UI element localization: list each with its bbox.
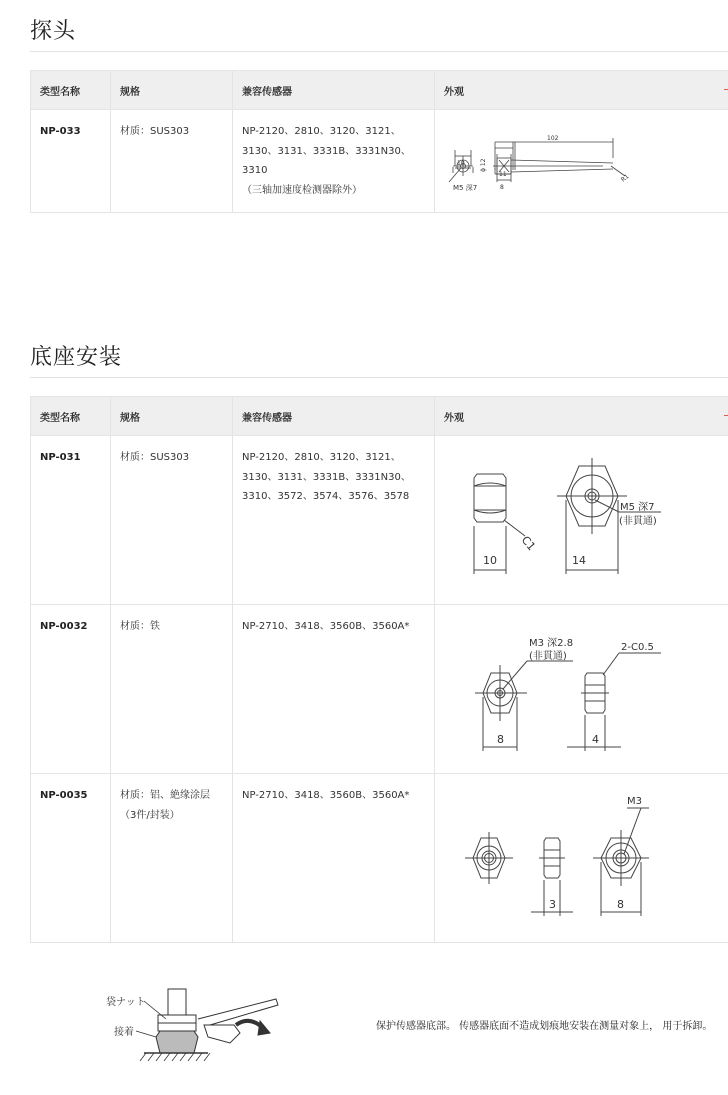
spec-line: （3件/封装）: [120, 809, 180, 821]
mounting-note: 保护传感器底部。 传感器底面不造成划痕地安装在测量对象上， 用于拆卸。: [376, 1021, 713, 1032]
type-name: NP-0032: [31, 605, 111, 774]
edge-mark: [724, 415, 728, 416]
sensor-list: [233, 605, 435, 774]
spec-text: [111, 605, 233, 774]
dim-label: 8: [497, 733, 504, 746]
dim-label: 8: [617, 898, 624, 911]
sensor-list: [233, 774, 435, 943]
column-header-sensor: 兼容传感器: [233, 397, 435, 436]
sensor-line: 3310、3572、3574、3576、3578: [242, 491, 410, 502]
section-title-base-mount: 底座安装: [30, 345, 123, 370]
sensor-list: [233, 436, 435, 605]
thread-label: M3: [627, 796, 642, 807]
np031-drawing: [435, 436, 728, 604]
type-name: NP-031: [31, 436, 111, 605]
sensor-line: NP-2120、2810、3120、3121、: [242, 452, 401, 463]
spec-line: 材质：铝、絶缘涂层: [120, 790, 210, 801]
type-name: NP-0035: [31, 774, 111, 943]
sensor-line: （三轴加速度检测器除外）: [242, 184, 362, 196]
dim-label: 11: [499, 171, 507, 178]
dim-label: 4: [592, 733, 599, 746]
thread-label: M5 深7: [453, 184, 478, 192]
np0032-drawing: [435, 605, 728, 773]
sensor-line: NP-2710、3418、3560B、3560A*: [242, 790, 410, 801]
chamfer-label: C1: [518, 533, 539, 554]
spec-line: 材质：铁: [120, 621, 160, 632]
probe-table: [30, 70, 728, 213]
table-row: [31, 774, 728, 943]
table-row: [31, 110, 728, 213]
type-name: NP-033: [31, 110, 111, 213]
appearance-cell: [435, 436, 728, 605]
chamfer-label: 2-C0.5: [621, 642, 654, 653]
bond-label: 接着: [114, 1027, 134, 1038]
dim-label: 14: [572, 554, 586, 567]
edge-mark: [724, 89, 728, 90]
sensor-list: [233, 110, 435, 213]
dim-label: 3: [549, 898, 556, 911]
column-header-appearance: 外观: [435, 397, 728, 436]
section-title-probe: 探头: [30, 19, 77, 44]
spec-text: 材质：SUS303: [111, 436, 233, 605]
nut-label: 袋ナット: [106, 997, 146, 1008]
column-header-type: 类型名称: [31, 71, 111, 110]
thread-note: (非貫通): [619, 516, 657, 527]
dim-label: 10: [457, 160, 465, 167]
title-divider: [30, 51, 728, 52]
table-header-row: [31, 71, 728, 110]
column-header-spec: 规格: [111, 71, 233, 110]
mounting-illustration: [100, 985, 290, 1065]
sensor-line: 3130、3131、3331B、3331N30、3310: [242, 145, 411, 176]
appearance-cell: [435, 774, 728, 943]
appearance-cell: [435, 605, 728, 774]
dim-label: 8: [500, 184, 504, 191]
column-header-type: 类型名称: [31, 397, 111, 436]
table-row: [31, 605, 728, 774]
column-header-spec: 规格: [111, 397, 233, 436]
thread-note: (非貫通): [529, 651, 567, 662]
base-mount-table: [30, 396, 728, 943]
spec-text: [111, 774, 233, 943]
sensor-line: NP-2120、2810、3120、3121、: [242, 126, 401, 137]
thread-label: M5 深7: [620, 502, 655, 513]
thread-label: M3 深2.8: [529, 638, 574, 649]
table-row: [31, 436, 728, 605]
sensor-line: NP-2710、3418、3560B、3560A*: [242, 621, 410, 632]
probe-drawing: [435, 110, 728, 202]
table-header-row: [31, 397, 728, 436]
sensor-line: 3130、3131、3331B、3331N30、: [242, 471, 411, 483]
column-header-appearance: 外观: [435, 71, 728, 110]
dim-label: ϕ 12: [480, 158, 487, 172]
spec-text: 材质：SUS303: [111, 110, 233, 213]
dim-label: R1: [619, 173, 631, 184]
dim-label: 102: [547, 135, 559, 142]
title-divider: [30, 377, 728, 378]
dim-label: 10: [483, 554, 497, 567]
column-header-sensor: 兼容传感器: [233, 71, 435, 110]
np0035-drawing: [435, 774, 728, 942]
appearance-cell: [435, 110, 728, 213]
